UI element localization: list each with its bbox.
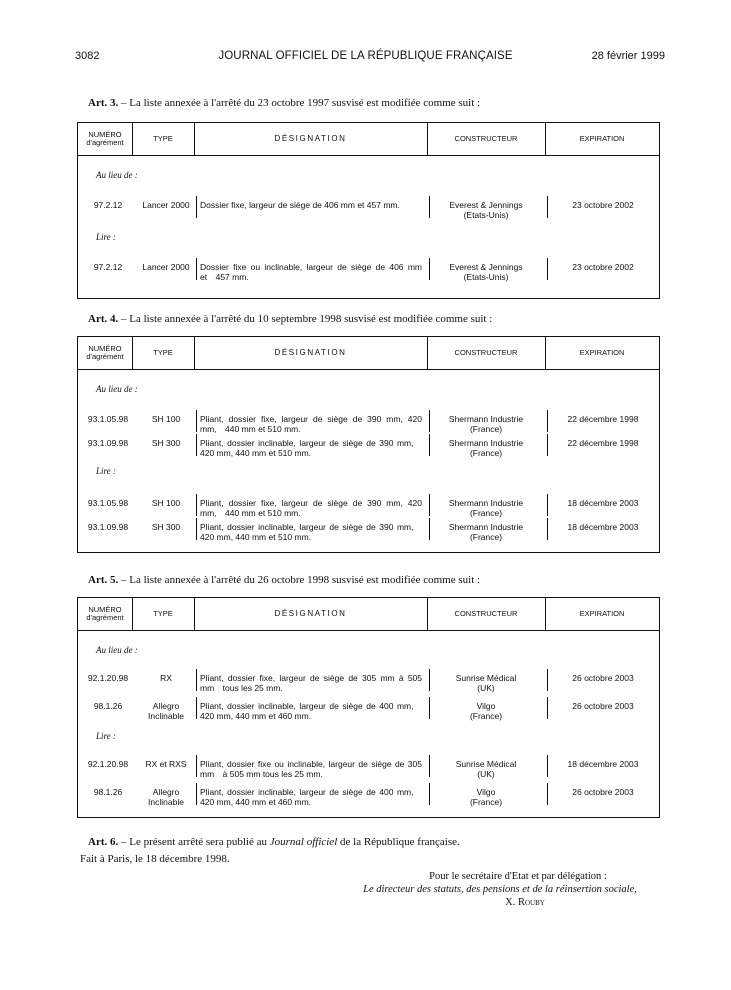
cell-constructeur: Shermann Industrie (France): [448, 522, 524, 542]
header-separator: [427, 123, 428, 155]
row-separator: [429, 518, 430, 540]
section-label: Lire :: [96, 466, 116, 476]
header-separator: [545, 598, 546, 630]
cell-numero: 92.1.20.98: [87, 759, 129, 769]
row-separator: [196, 434, 197, 456]
header-separator: [132, 598, 133, 630]
column-header-expiration: EXPIRATION: [579, 609, 625, 619]
cell-designation: Pliant, dossier fixe, largeur de siège de 305 mm à 505 mm tous les 25 mm.: [200, 673, 422, 693]
row-separator: [547, 196, 548, 218]
row-separator: [196, 697, 197, 719]
journal-title: JOURNAL OFFICIEL DE LA RÉPUBLIQUE FRANÇAISE: [218, 50, 513, 62]
cell-constructeur: Vilgo (France): [469, 701, 503, 721]
article-3-text: – La liste annexée à l'arrêté du 23 octobre 1997 susvisé est modifiée comme suit :: [121, 97, 481, 109]
row-separator: [547, 410, 548, 432]
article-6-journal: Journal officiel: [269, 836, 338, 848]
table-header: [78, 337, 659, 370]
row-separator: [429, 196, 430, 218]
cell-expiration: 18 décembre 2003: [567, 759, 639, 769]
issue-date: 28 février 1999: [591, 50, 665, 62]
article-5-number: Art. 5.: [88, 574, 119, 586]
cell-type: SH 300: [151, 522, 181, 532]
row-separator: [429, 434, 430, 456]
row-separator: [547, 783, 548, 805]
header-separator: [545, 123, 546, 155]
cell-expiration: 22 décembre 1998: [567, 438, 639, 448]
cell-expiration: 23 octobre 2002: [572, 200, 634, 210]
row-separator: [196, 783, 197, 805]
column-header-constructeur: CONSTRUCTEUR: [454, 134, 518, 144]
cell-type: SH 100: [151, 414, 181, 424]
row-separator: [196, 669, 197, 691]
cell-type: SH 300: [151, 438, 181, 448]
cell-numero: 97.2.12: [93, 262, 123, 272]
cell-constructeur: Vilgo (France): [469, 787, 503, 807]
cell-constructeur: Everest & Jennings (Etats-Unis): [449, 262, 523, 282]
row-separator: [196, 755, 197, 777]
article-6-number: Art. 6.: [88, 836, 119, 848]
header-separator: [545, 337, 546, 369]
cell-designation: Pliant, dossier inclinable, largeur de siège de 390 mm, 420 mm, 440 mm et 510 mm.: [200, 438, 422, 458]
cell-expiration: 26 octobre 2003: [572, 787, 634, 797]
row-separator: [429, 494, 430, 516]
row-separator: [196, 196, 197, 218]
cell-designation: Pliant, dossier fixe, largeur de siège de 390 mm, 420 mm, 440 mm et 510 mm.: [200, 498, 422, 518]
article-6: [88, 836, 460, 848]
cell-constructeur: Everest & Jennings (Etats-Unis): [449, 200, 523, 220]
column-header-type: TYPE: [153, 348, 173, 358]
cell-constructeur: Sunrise Médical (UK): [455, 673, 517, 693]
row-separator: [429, 697, 430, 719]
row-separator: [196, 494, 197, 516]
cell-type: Lancer 2000: [142, 200, 190, 210]
cell-numero: 92.1.20.98: [87, 673, 129, 683]
row-separator: [196, 410, 197, 432]
cell-expiration: 26 octobre 2003: [572, 701, 634, 711]
column-header-type: TYPE: [153, 134, 173, 144]
cell-constructeur: Shermann Industrie (France): [448, 498, 524, 518]
row-separator: [547, 434, 548, 456]
signature-delegation: Pour le secrétaire d'Etat et par délégation :: [429, 871, 607, 882]
signature-title: Le directeur des statuts, des pensions et de la réinsertion sociale,: [363, 884, 637, 895]
table-article-4: [77, 336, 660, 553]
header-separator: [427, 598, 428, 630]
cell-designation: Pliant, dossier inclinable, largeur de siège de 400 mm, 420 mm, 440 mm et 460 mm.: [200, 701, 422, 721]
article-3-number: Art. 3.: [88, 97, 119, 109]
row-separator: [547, 518, 548, 540]
cell-numero: 97.2.12: [93, 200, 123, 210]
section-label: Lire :: [96, 232, 116, 242]
row-separator: [196, 258, 197, 280]
header-separator: [194, 598, 195, 630]
column-header-designation: DÉSIGNATION: [274, 347, 347, 357]
cell-numero: 98.1.26: [93, 787, 123, 797]
row-separator: [429, 410, 430, 432]
cell-designation: Pliant, dossier fixe, largeur de siège de 390 mm, 420 mm, 440 mm et 510 mm.: [200, 414, 422, 434]
column-header-numero: NUMÉRO d'agrément: [86, 344, 124, 361]
table-article-3: [77, 122, 660, 299]
row-separator: [547, 494, 548, 516]
header-separator: [194, 337, 195, 369]
cell-designation: Pliant, dossier inclinable, largeur de siège de 390 mm, 420 mm, 440 mm et 510 mm.: [200, 522, 422, 542]
cell-expiration: 26 octobre 2003: [572, 673, 634, 683]
header-separator: [194, 123, 195, 155]
row-separator: [429, 669, 430, 691]
cell-expiration: 18 décembre 2003: [567, 522, 639, 532]
section-label: Au lieu de :: [96, 384, 138, 394]
section-label: Au lieu de :: [96, 645, 138, 655]
cell-type: RX et RXS: [145, 759, 187, 769]
fait-a-paris: Fait à Paris, le 18 décembre 1998.: [80, 853, 230, 865]
header-separator: [427, 337, 428, 369]
row-separator: [429, 258, 430, 280]
article-6-text-after: de la République française.: [337, 836, 460, 848]
column-header-constructeur: CONSTRUCTEUR: [454, 609, 518, 619]
section-label: Lire :: [96, 731, 116, 741]
row-separator: [196, 518, 197, 540]
article-4: [88, 313, 492, 325]
column-header-constructeur: CONSTRUCTEUR: [454, 348, 518, 358]
row-separator: [547, 697, 548, 719]
cell-numero: 98.1.26: [93, 701, 123, 711]
signature-name: X. Rouby: [505, 897, 545, 908]
cell-numero: 93.1.09.98: [87, 522, 129, 532]
cell-type: RX: [160, 673, 172, 683]
article-5: [88, 574, 480, 586]
article-3: [88, 97, 480, 109]
cell-designation: Pliant, dossier fixe ou inclinable, largeur de siège de 305 mm à 505 mm tous les 25 mm.: [200, 759, 422, 779]
row-separator: [429, 755, 430, 777]
cell-type: SH 100: [151, 498, 181, 508]
cell-type: Lancer 2000: [142, 262, 190, 272]
cell-constructeur: Shermann Industrie (France): [448, 414, 524, 434]
article-4-number: Art. 4.: [88, 313, 119, 325]
table-header: [78, 598, 659, 631]
cell-type: Allegro Inclinable: [148, 701, 184, 721]
header-separator: [132, 123, 133, 155]
table-header: [78, 123, 659, 156]
article-6-text-before: – Le présent arrêté sera publié au: [121, 836, 270, 848]
page-number: 3082: [75, 50, 100, 62]
cell-constructeur: Sunrise Médical (UK): [455, 759, 517, 779]
column-header-numero: NUMÉRO d'agrément: [86, 130, 124, 147]
cell-numero: 93.1.05.98: [87, 498, 129, 508]
column-header-expiration: EXPIRATION: [579, 348, 625, 358]
section-label: Au lieu de :: [96, 170, 138, 180]
table-article-5: [77, 597, 660, 818]
column-header-designation: DÉSIGNATION: [274, 133, 347, 143]
cell-designation: Dossier fixe, largeur de siège de 406 mm et 457 mm.: [200, 200, 400, 210]
row-separator: [429, 783, 430, 805]
cell-designation: Dossier fixe ou inclinable, largeur de siège de 406 mm et 457 mm.: [200, 262, 422, 282]
cell-constructeur: Shermann Industrie (France): [448, 438, 524, 458]
cell-type: Allegro Inclinable: [148, 787, 184, 807]
article-4-text: – La liste annexée à l'arrêté du 10 septembre 1998 susvisé est modifiée comme suit :: [121, 313, 493, 325]
column-header-type: TYPE: [153, 609, 173, 619]
cell-numero: 93.1.09.98: [87, 438, 129, 448]
cell-designation: Pliant, dossier inclinable, largeur de siège de 400 mm, 420 mm, 440 mm et 460 mm.: [200, 787, 422, 807]
cell-expiration: 18 décembre 2003: [567, 498, 639, 508]
row-separator: [547, 258, 548, 280]
column-header-designation: DÉSIGNATION: [274, 608, 347, 618]
header-separator: [132, 337, 133, 369]
article-5-text: – La liste annexée à l'arrêté du 26 octobre 1998 susvisé est modifiée comme suit :: [121, 574, 481, 586]
cell-expiration: 22 décembre 1998: [567, 414, 639, 424]
row-separator: [547, 755, 548, 777]
column-header-expiration: EXPIRATION: [579, 134, 625, 144]
cell-numero: 93.1.05.98: [87, 414, 129, 424]
column-header-numero: NUMÉRO d'agrément: [86, 605, 124, 622]
row-separator: [547, 669, 548, 691]
cell-expiration: 23 octobre 2002: [572, 262, 634, 272]
